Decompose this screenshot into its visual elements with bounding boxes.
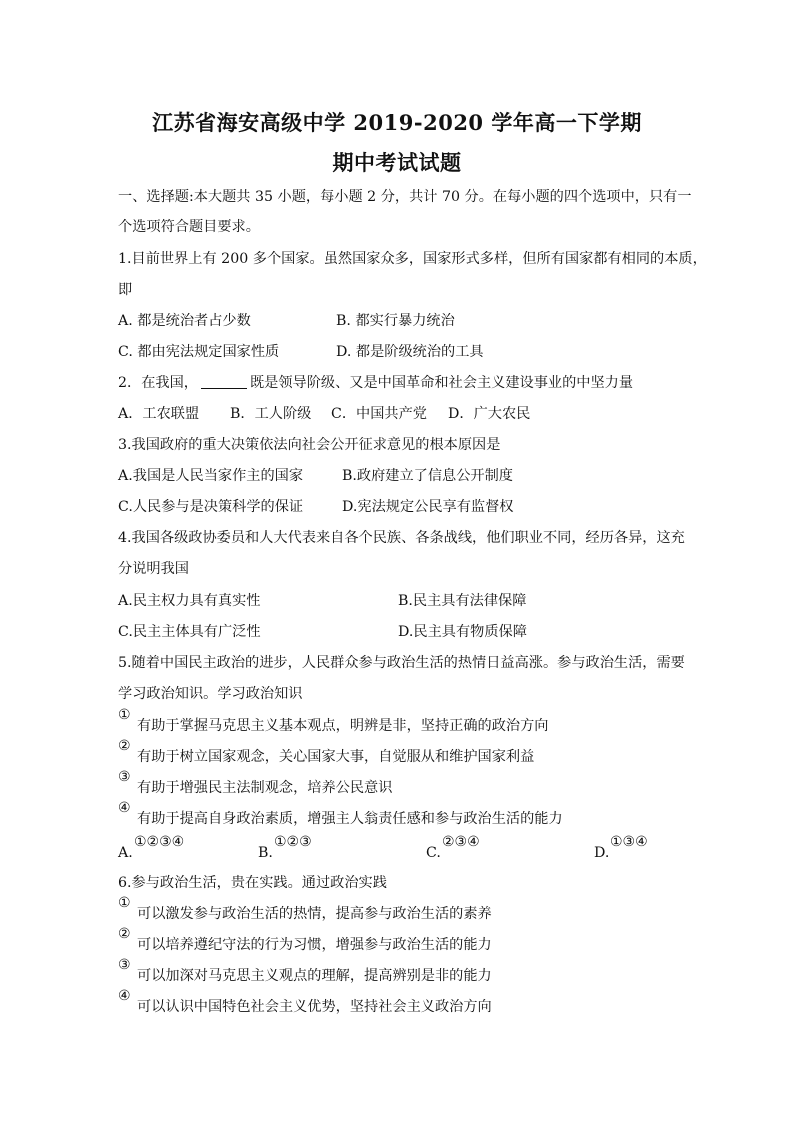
q3-option-b: B.政府建立了信息公开制度	[342, 468, 513, 484]
q5-option-a-letter: A.	[118, 845, 133, 861]
section-intro-line-2: 个选项符合题目要求。	[118, 219, 260, 235]
q2-option-b: B．工人阶级	[230, 406, 312, 422]
exam-subtitle: 期中考试试题	[332, 150, 462, 175]
q5-stem-line-2: 学习政治知识。学习政治知识	[118, 686, 303, 702]
q5-option-a-numbers: ①②③④	[134, 834, 185, 850]
q2-answer-blank	[201, 374, 247, 389]
q6-item-1-number: ①	[118, 895, 131, 911]
q4-option-c: C.民主主体具有广泛性	[118, 624, 261, 640]
q2-stem-post: 既是领导阶级、又是中国革命和社会主义建设事业的中坚力量	[249, 375, 634, 391]
q5-item-3-text: 有助于增强民主法制观念，培养公民意识	[137, 780, 393, 796]
q1-option-b: B. 都实行暴力统治	[336, 313, 455, 329]
q2-option-a: A．工农联盟	[118, 406, 200, 422]
q5-item-4-text: 有助于提高自身政治素质，增强主人翁责任感和参与政治生活的能力	[137, 811, 563, 827]
q5-option-d-letter: D.	[594, 845, 610, 861]
q5-option-c-letter: C.	[426, 845, 441, 861]
q5-item-4-number: ④	[118, 800, 131, 816]
section-intro-line-1: 一、选择题:本大题共 35 小题，每小题 2 分，共计 70 分。在每小题的四个选项中，只有一	[118, 189, 692, 205]
q6-item-2-text: 可以培养遵纪守法的行为习惯，增强参与政治生活的能力	[137, 937, 492, 953]
q3-option-a: A.我国是人民当家作主的国家	[118, 468, 304, 484]
q5-option-b-letter: B.	[258, 845, 273, 861]
q5-item-1-text: 有助于掌握马克思主义基本观点，明辨是非，坚持正确的政治方向	[137, 718, 549, 734]
q3-stem: 3.我国政府的重大决策依法向社会公开征求意见的根本原因是	[118, 437, 501, 453]
q4-option-b: B.民主具有法律保障	[398, 593, 527, 609]
q5-option-b-numbers: ①②③	[274, 834, 312, 850]
q5-item-3-number: ③	[118, 769, 131, 785]
q2-option-c: C．中国共产党	[331, 406, 427, 422]
q1-stem-line-1: 1.目前世界上有 200 多个国家。虽然国家众多，国家形式多样，但所有国家都有相同的本质，	[118, 251, 707, 267]
exam-title: 江苏省海安高级中学 2019-2020 学年高一下学期	[152, 110, 642, 135]
q6-item-3-number: ③	[118, 957, 131, 973]
q4-option-a: A.民主权力具有真实性	[118, 593, 261, 609]
q2-stem-pre: 2．在我国，	[118, 375, 198, 391]
q3-option-c: C.人民参与是决策科学的保证	[118, 499, 304, 515]
q6-item-2-number: ②	[118, 926, 131, 942]
q5-stem-line-1: 5.随着中国民主政治的进步，人民群众参与政治生活的热情日益高涨。参与政治生活，需要	[118, 655, 685, 671]
q2-stem	[118, 373, 633, 393]
q5-option-d-numbers: ①③④	[610, 834, 648, 850]
q4-stem-line-1: 4.我国各级政协委员和人大代表来自各个民族、各条战线，他们职业不同，经历各异，这充	[118, 530, 685, 546]
q5-option-c-numbers: ②③④	[442, 834, 480, 850]
q5-item-2-text: 有助于树立国家观念，关心国家大事，自觉服从和维护国家利益	[137, 749, 535, 765]
q2-option-d: D．广大农民	[448, 406, 531, 422]
q6-item-4-text: 可以认识中国特色社会主义优势，坚持社会主义政治方向	[137, 999, 492, 1015]
q6-stem: 6.参与政治生活，贵在实践。通过政治实践	[118, 875, 387, 891]
q4-stem-line-2: 分说明我国	[118, 561, 189, 577]
q1-option-a: A. 都是统治者占少数	[118, 313, 251, 329]
q4-option-d: D.民主具有物质保障	[398, 624, 527, 640]
q6-item-4-number: ④	[118, 988, 131, 1004]
q3-option-d: D.宪法规定公民享有监督权	[342, 499, 514, 515]
q5-item-2-number: ②	[118, 738, 131, 754]
q1-option-d: D. 都是阶级统治的工具	[336, 344, 484, 360]
q1-stem-line-2: 即	[118, 282, 133, 298]
q6-item-1-text: 可以激发参与政治生活的热情，提高参与政治生活的素养	[137, 906, 492, 922]
q5-item-1-number: ①	[118, 707, 131, 723]
q1-option-c: C. 都由宪法规定国家性质	[118, 344, 280, 360]
q6-item-3-text: 可以加深对马克思主义观点的理解，提高辨别是非的能力	[137, 968, 492, 984]
